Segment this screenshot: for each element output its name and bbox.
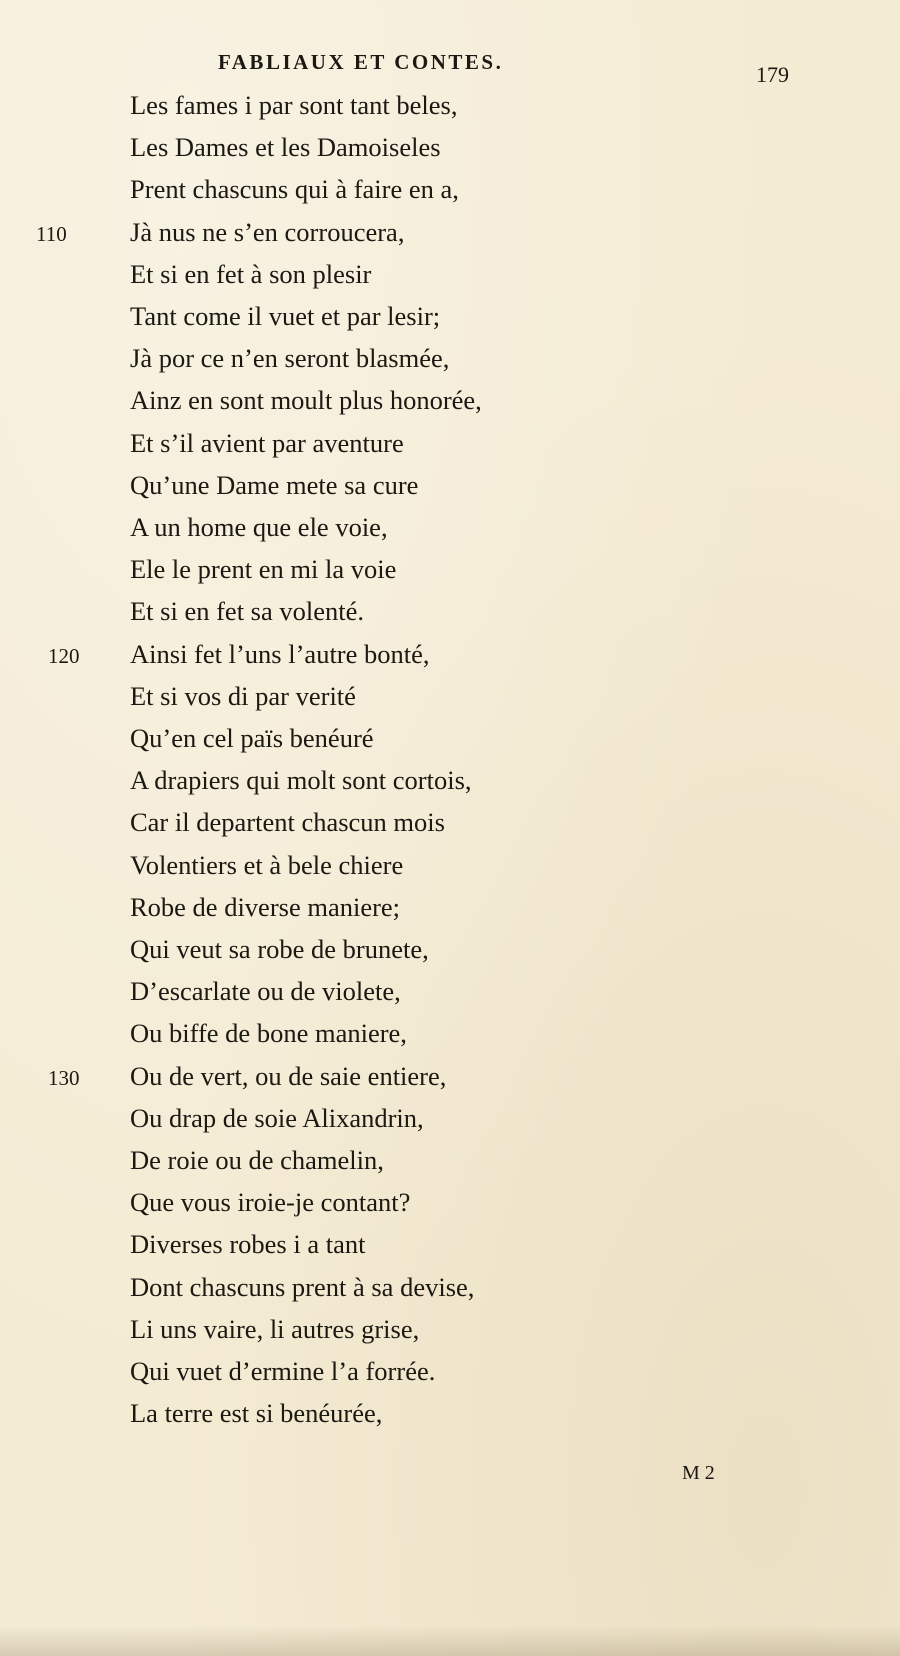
- line-number: 110: [36, 221, 67, 246]
- line-number: 120: [48, 643, 80, 668]
- verse-line: Ou drap de soie Alixandrin,: [130, 1102, 424, 1133]
- verse-line: Li uns vaire, li autres grise,: [130, 1313, 420, 1344]
- verse-line: A un home que ele voie,: [130, 512, 388, 542]
- verse-line: Qu’en cel païs benéuré: [130, 723, 374, 753]
- verse-line: Jà nus ne s’en corroucera,: [130, 216, 405, 247]
- verse-line: Et s’il avient par aventure: [130, 427, 404, 458]
- verse-line: Ou biffe de bone maniere,: [130, 1018, 407, 1049]
- verse-line: Dont chascuns prent à sa devise,: [130, 1271, 475, 1302]
- verse-line: Et si vos di par verité: [130, 680, 356, 711]
- verse-line: Diverses robes i a tant: [130, 1229, 366, 1260]
- page-edge-shadow: [0, 1626, 900, 1656]
- verse-line: Qui veut sa robe de brunete,: [130, 934, 429, 964]
- verse-line: Tant come il vuet et par lesir;: [130, 301, 441, 331]
- running-title: FABLIAUX ET CONTES.: [218, 50, 504, 74]
- verse-line: A drapiers qui molt sont cortois,: [130, 765, 472, 796]
- verse-line: Les Dames et les Damoiseles: [130, 132, 441, 163]
- verse-line: La terre est si benéurée,: [130, 1398, 383, 1429]
- verse-line: Ainsi fet l’uns l’autre bonté,: [130, 638, 430, 669]
- verse-line: Volentiers et à bele chiere: [130, 849, 404, 880]
- verse-line: Jà por ce n’en seront blasmée,: [130, 343, 450, 374]
- verse-line: De roie ou de chamelin,: [130, 1145, 384, 1175]
- verse-line: Ou de vert, ou de saie entiere,: [130, 1060, 447, 1091]
- verse-line: Qui vuet d’ermine l’a forrée.: [130, 1356, 436, 1386]
- verse-line: D’escarlate ou de violete,: [130, 976, 401, 1007]
- verse-line: Qu’une Dame mete sa cure: [130, 469, 419, 500]
- verse-line: Robe de diverse maniere;: [130, 891, 401, 922]
- verse-line: Les fames i par sont tant beles,: [130, 90, 458, 120]
- verse-line: Et si en fet à son plesir: [130, 258, 372, 289]
- verse-line: Prent chascuns qui à faire en a,: [130, 174, 459, 205]
- page-number: 179: [756, 62, 789, 87]
- signature-mark: M 2: [682, 1462, 715, 1484]
- verse-line: Car il departent chascun mois: [130, 807, 445, 838]
- verse-line: Ainz en sont moult plus honorée,: [130, 385, 482, 416]
- verse-line: Et si en fet sa volenté.: [130, 596, 365, 627]
- verse-line: Ele le prent en mi la voie: [130, 554, 397, 585]
- line-number: 130: [48, 1065, 80, 1090]
- verse-line: Que vous iroie-je contant?: [130, 1187, 411, 1218]
